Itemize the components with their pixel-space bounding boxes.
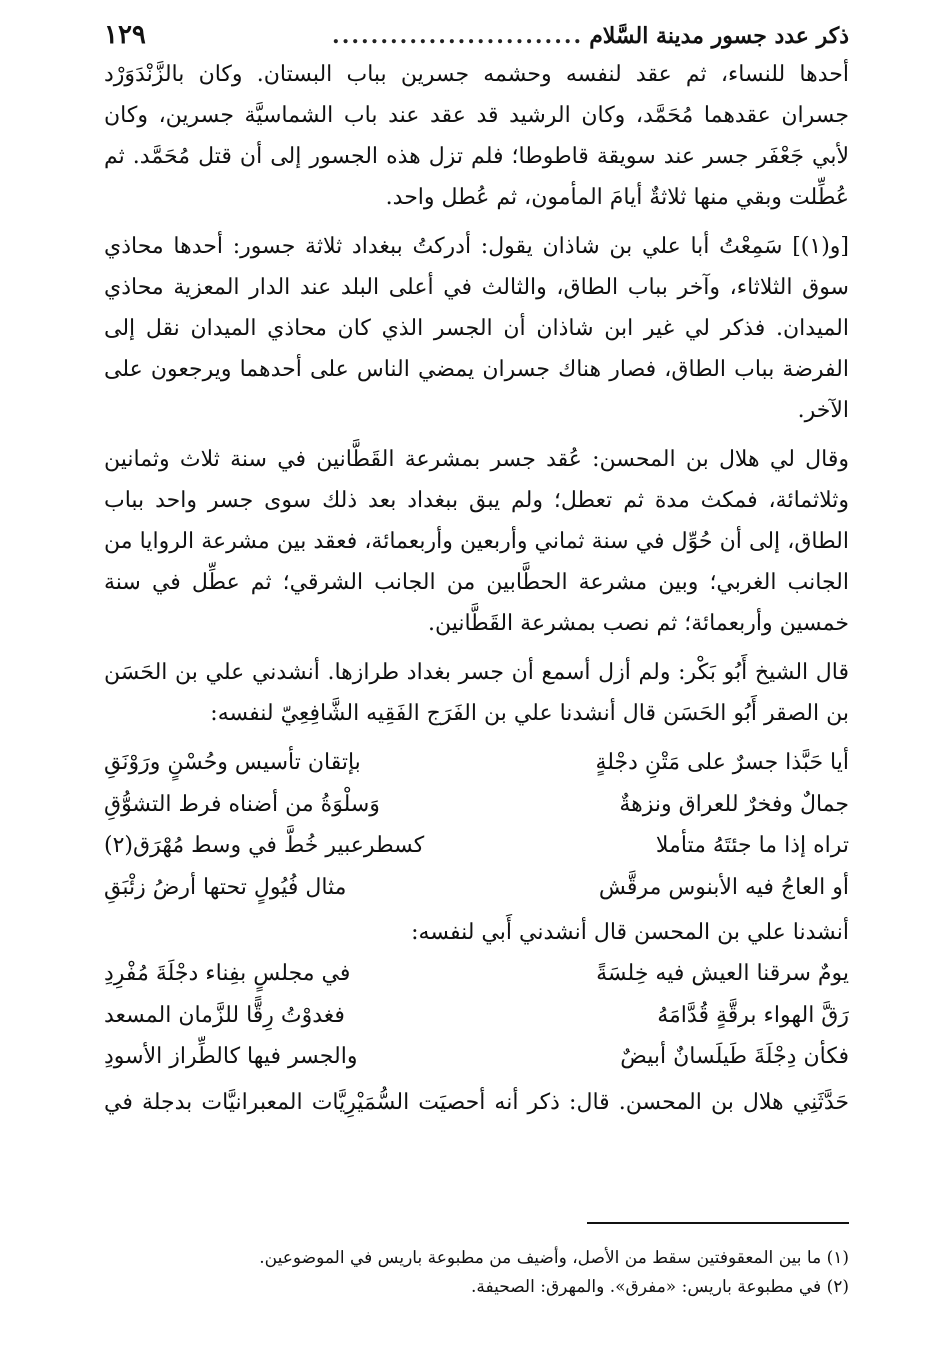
poem-2-intro: أنشدنا علي بن المحسن قال أنشدني أَبي لنفسه:: [411, 920, 849, 945]
verse-second-hemistich: فغدوْتُ رِقًّا للزَّمان المسعد: [104, 1002, 345, 1028]
verse-first-hemistich: تراه إذا ما جئتَهُ متأملا: [655, 833, 849, 858]
poem-2: [104, 953, 849, 1078]
verse-second-hemistich: وَسلْوَةُ من أضناه فرط التشوُّقِ: [104, 791, 380, 817]
chapter-title: ذكر عدد جسور مدينة السَّلام: [589, 23, 849, 49]
verse: [104, 1036, 849, 1078]
verse-first-hemistich: فكأن دِجْلَةَ طَيلَسانٌ أبيضٌ: [620, 1044, 849, 1069]
verse-second-hemistich: والجسر فيها كالطِّراز الأسودِ: [104, 1044, 358, 1069]
dot-leader: ..........................: [332, 23, 584, 49]
verse-first-hemistich: يومٌ سرقنا العيش فيه خِلسَةً: [596, 961, 849, 986]
verse: [104, 867, 849, 909]
running-header: [104, 20, 849, 54]
footnote-1: (١) ما بين المعقوفتين سقط من الأصل، وأضيف من مطبوعة باريس في الموضوعين.: [259, 1248, 849, 1268]
verse: [104, 953, 849, 995]
verse-first-hemistich: جمالٌ وفخرٌ للعراق ونزهةٌ: [619, 791, 849, 817]
closing-line: حَدَّثَنِي هلال بن المحسن. قال: ذكر أنه أحصيَت السُّمَيْرِيَّات المعبرانيَّات بدجلة في: [104, 1089, 849, 1115]
paragraph-3: وقال لي هلال بن المحسن: عُقد جسر بمشرعة القَطَّانين في سنة ثلاث وثمانين وثلاثمائة، فمكث مدة ثم تعطل؛ ولم يبق ببغداد بعد ذلك سوى جسر واحد بباب الطاق، إلى أن حُوِّل في سنة ثماني وأربعين وأربعمائة، فعقد بين مشرعة الروايا من الجانب الغربي؛ وبين مشرعة الحطَّابين من الجانب الشرقي؛ ثم عطِّل في سنة خمسين وأربعمائة؛ ثم نصب بمشرعة القَطَّانين.: [104, 447, 849, 636]
paragraph-1: أحدها للنساء، ثم عقد لنفسه وحشمه جسرين بباب البستان. وكان بالزَّنْدَوَرْد جسران عقدهما مُحَمَّد، وكان الرشيد قد عقد عند باب الشماسيَّة جسرين، وكان لأبي جَعْفَر جسر عند سويقة قاطوطا؛ فلم تزل هذه الجسور إلى أن قتل مُحَمَّد. ثم عُطِّلت وبقي منها ثلاثةٌ أيامَ المأمون، ثم عُطل واحد.: [104, 62, 849, 210]
paragraph-4: قال الشيخ أَبُو بَكْر: ولم أزل أسمع أن جسر بغداد طرازها. أنشدني علي بن الحَسَن بن الصقر أَبُو الحَسَن قال أنشدنا علي بن الفَرَج الفَقِيه الشَّافِعِيّ لنفسه:: [104, 660, 849, 726]
footnote-2: (٢) في مطبوعة باريس: «مفرق». والمهرق: الصحيفة.: [470, 1277, 849, 1297]
footnote-separator: [587, 1222, 849, 1224]
verse-first-hemistich: رَقَّ الهواء برقَّةٍ قُدَّامَهُ: [657, 1002, 849, 1028]
verse: [104, 825, 849, 867]
verse-first-hemistich: أو العاجُ فيه الأبنوس مرقَّش: [598, 874, 849, 900]
poem-1: [104, 742, 849, 908]
verse-second-hemistich: بإتقان تأسيس وحُسْنٍ ورَوْنَقِ: [104, 750, 361, 775]
verse-second-hemistich: مثال فُيُولٍ تحتها أرضُ زئْبَقِ: [104, 874, 347, 900]
verse-second-hemistich: في مجلسٍ بفِناء دجْلَةَ مُفْرِدِ: [104, 961, 351, 986]
verse: [104, 784, 849, 826]
verse-first-hemistich: أيا حَبَّذا جسرٌ على مَتْنِ دجْلةٍ: [595, 750, 849, 775]
paragraph-2: [و(١)] سَمِعْتُ أبا علي بن شاذان يقول: أدركتُ ببغداد ثلاثة جسور: أحدها محاذي سوق الثلاثاء، وآخر بباب الطاق، والثالث في أعلى البلد عند الدار المعزية محاذي الميدان. فذكر لي غير ابن شاذان أن الجسر الذي كان محاذي الميدان نقل إلى الفرضة بباب الطاق، فصار هناك جسران يمضي الناس على أحدهما ويرجعون على الآخر.: [104, 234, 849, 423]
verse: [104, 742, 849, 784]
verse: [104, 995, 849, 1037]
footnotes: [104, 1244, 849, 1302]
page-number: ١٢٩: [104, 20, 146, 50]
verse-second-hemistich: كسطرعبير خُطَّ في وسط مُهْرَق(٢): [104, 833, 425, 858]
